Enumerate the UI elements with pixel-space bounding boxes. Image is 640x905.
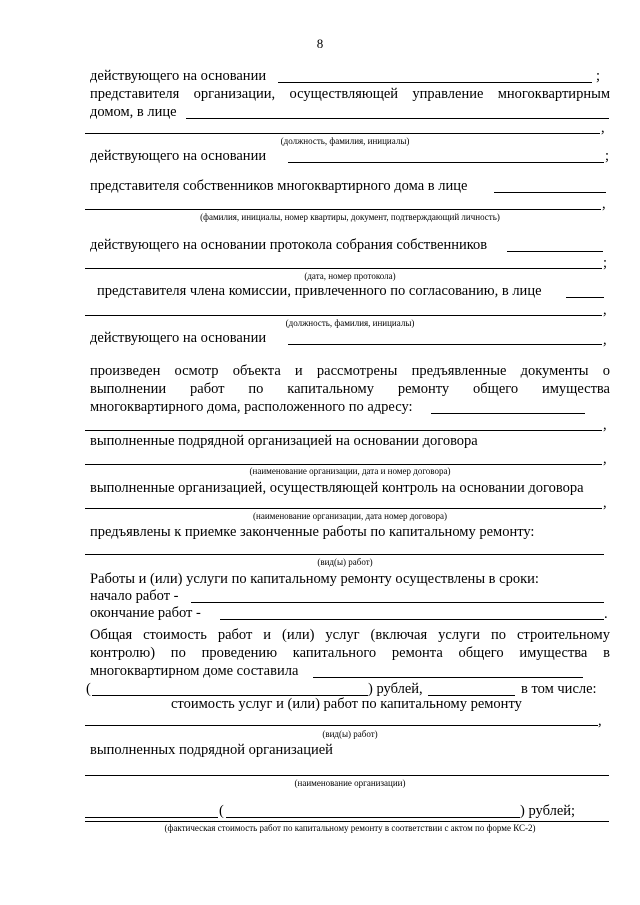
page-number: 8	[316, 36, 324, 51]
text-line: произведен осмотр объекта и рассмотрены предъявленные документы о	[90, 363, 610, 379]
fill-line[interactable]	[85, 430, 602, 431]
fill-line[interactable]	[431, 413, 585, 414]
text-line: выполненные организацией, осуществляющей контроль на основании договора	[90, 480, 584, 496]
text-line: (	[86, 681, 91, 697]
text-line: ) рублей;	[520, 803, 576, 819]
punct: ,	[603, 451, 607, 467]
text-line: начало работ -	[90, 588, 179, 604]
text-line: Работы и (или) услуги по капитальному ремонту осуществлены в сроки:	[90, 571, 539, 587]
text-line: многоквартирного дома, расположенного по адресу:	[90, 399, 413, 415]
punct: ,	[603, 332, 607, 348]
fill-line[interactable]	[85, 508, 602, 509]
fill-line[interactable]	[85, 133, 600, 134]
field-caption: (должность, фамилия, инициалы)	[285, 318, 415, 328]
text-line: Общая стоимость работ и (или) услуг (включая услуги по строительному	[90, 627, 610, 643]
fill-line[interactable]	[288, 344, 602, 345]
text-line: действующего на основании протокола собрания собственников	[90, 237, 488, 253]
fill-line[interactable]	[494, 192, 606, 193]
punct: ;	[596, 68, 601, 84]
fill-line[interactable]	[85, 817, 218, 818]
text-line: окончание работ -	[90, 605, 201, 621]
text-line: действующего на основании	[90, 148, 267, 164]
fill-line[interactable]	[85, 821, 609, 822]
punct: ,	[603, 495, 607, 511]
text-line: контролю) по проведению капитального ремонта общего имущества в	[90, 645, 610, 661]
punct: ,	[603, 302, 607, 318]
fill-line[interactable]	[85, 464, 602, 465]
punct: ,	[601, 120, 605, 136]
field-caption: (наименование организации, дата и номер договора)	[249, 466, 451, 476]
punct: ;	[605, 148, 610, 164]
fill-line[interactable]	[220, 619, 604, 620]
text-line: стоимость услуг и (или) работ по капитальному ремонту	[171, 696, 522, 712]
text-line: действующего на основании	[90, 68, 267, 84]
fill-line[interactable]	[85, 209, 601, 210]
fill-line[interactable]	[313, 677, 583, 678]
text-line: домом, в лице	[90, 104, 177, 120]
field-caption: (фамилия, инициалы, номер квартиры, документ, подтверждающий личность)	[200, 212, 500, 222]
text-line: выполнении работ по капитальному ремонту общего имущества	[90, 381, 610, 397]
text-line: многоквартирном доме составила	[90, 663, 299, 679]
text-line: действующего на основании	[90, 330, 267, 346]
field-caption: (должность, фамилия, инициалы)	[280, 136, 410, 146]
punct: ;	[603, 255, 608, 271]
fill-line[interactable]	[85, 315, 602, 316]
punct: .	[604, 606, 608, 622]
fill-line[interactable]	[186, 118, 609, 119]
text-line: предъявлены к приемке законченные работы по капитальному ремонту:	[90, 524, 535, 540]
fill-line[interactable]	[288, 162, 604, 163]
punct: ,	[602, 196, 606, 212]
fill-line[interactable]	[566, 297, 604, 298]
fill-line[interactable]	[507, 251, 603, 252]
field-caption: (наименование организации, дата номер договора)	[253, 511, 447, 521]
text-line: представителя собственников многоквартирного дома в лице	[90, 178, 468, 194]
fill-line[interactable]	[85, 775, 609, 776]
fill-line[interactable]	[191, 602, 604, 603]
fill-line[interactable]	[278, 82, 592, 83]
text-line: представителя члена комиссии, привлеченного по согласованию, в лице	[97, 283, 542, 299]
field-caption: (вид(ы) работ)	[317, 557, 373, 567]
text-line: выполненных подрядной организацией	[90, 742, 333, 758]
text-line: ) рублей,	[368, 681, 423, 697]
fill-line[interactable]	[85, 554, 604, 555]
text-line: (	[219, 803, 224, 819]
punct: ,	[603, 417, 607, 433]
fill-line[interactable]	[85, 268, 602, 269]
text-line: выполненные подрядной организацией на основании договора	[90, 433, 478, 449]
fill-line[interactable]	[226, 817, 520, 818]
field-caption: (фактическая стоимость работ по капитальному ремонту в соответствии с актом по форме КС-2)	[164, 823, 536, 833]
text-line: в том числе:	[521, 681, 597, 697]
text-line: представителя организации, осуществляющей управление многоквартирным	[90, 86, 610, 102]
punct: ,	[598, 713, 602, 729]
field-caption: (дата, номер протокола)	[304, 271, 396, 281]
fill-line[interactable]	[85, 725, 598, 726]
field-caption: (наименование организации)	[294, 778, 406, 788]
field-caption: (вид(ы) работ)	[322, 729, 378, 739]
